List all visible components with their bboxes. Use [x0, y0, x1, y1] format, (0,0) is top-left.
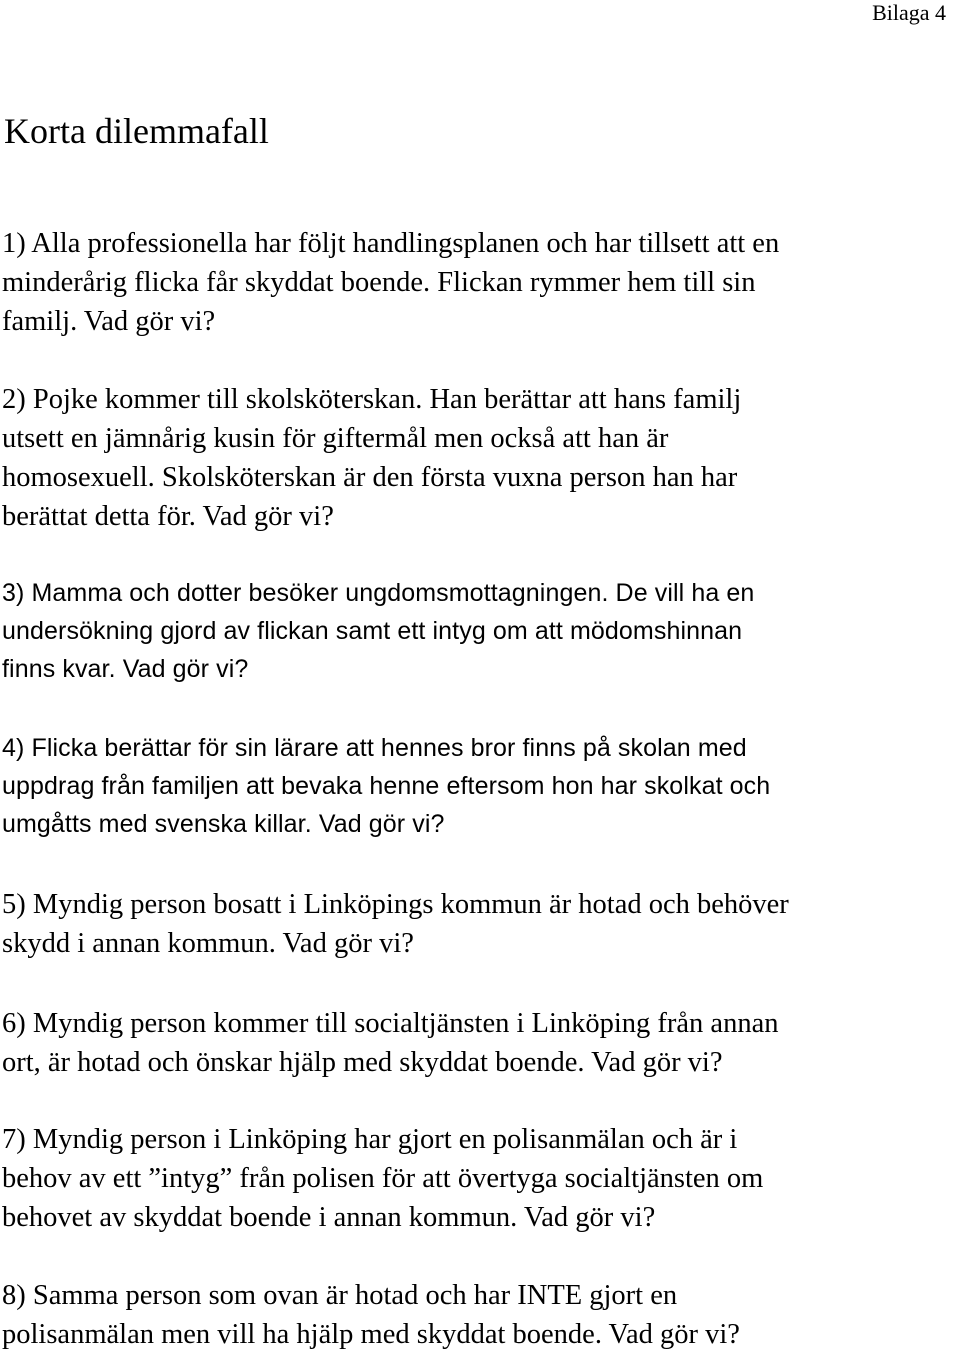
dilemma-case-4: 4) Flicka berättar för sin lärare att hennes bror finns på skolan med uppdrag från familjen att bevaka henne eftersom hon har skolkat och umgåtts med svenska killar. Vad gör vi?: [2, 734, 771, 838]
dilemma-case-6: 6) Myndig person kommer till socialtjänsten i Linköping från annan ort, är hotad och önskar hjälp med skyddat boende. Vad gör vi?: [2, 1008, 779, 1078]
dilemma-case-2: 2) Pojke kommer till skolsköterskan. Han berättar att hans familj utsett en jämnårig kusin för giftermål men också att han är homosexuell. Skolsköterskan är den första vuxna person han har berättat detta för. Vad gör vi?: [2, 384, 742, 532]
page-title: Korta dilemmafall: [4, 111, 269, 151]
dilemma-case-7: 7) Myndig person i Linköping har gjort en polisanmälan och är i behov av ett ”intyg” från polisen för att övertyga socialtjänsten om behovet av skyddat boende i annan kommun. Vad gör vi?: [2, 1124, 764, 1233]
dilemma-case-5: 5) Myndig person bosatt i Linköpings kommun är hotad och behöver skydd i annan kommun. Vad gör vi?: [2, 889, 789, 959]
dilemma-case-3: 3) Mamma och dotter besöker ungdomsmottagningen. De vill ha en undersökning gjord av flickan samt ett intyg om att mödomshinnan finns kvar. Vad gör vi?: [2, 579, 755, 683]
dilemma-case-1: 1) Alla professionella har följt handlingsplanen och har tillsett att en minderårig flicka får skyddat boende. Flickan rymmer hem till sin familj. Vad gör vi?: [2, 228, 780, 337]
page-label: Bilaga 4: [872, 0, 946, 25]
dilemma-case-8: 8) Samma person som ovan är hotad och har INTE gjort en polisanmälan men vill ha hjälp med skyddat boende. Vad gör vi?: [2, 1280, 740, 1350]
